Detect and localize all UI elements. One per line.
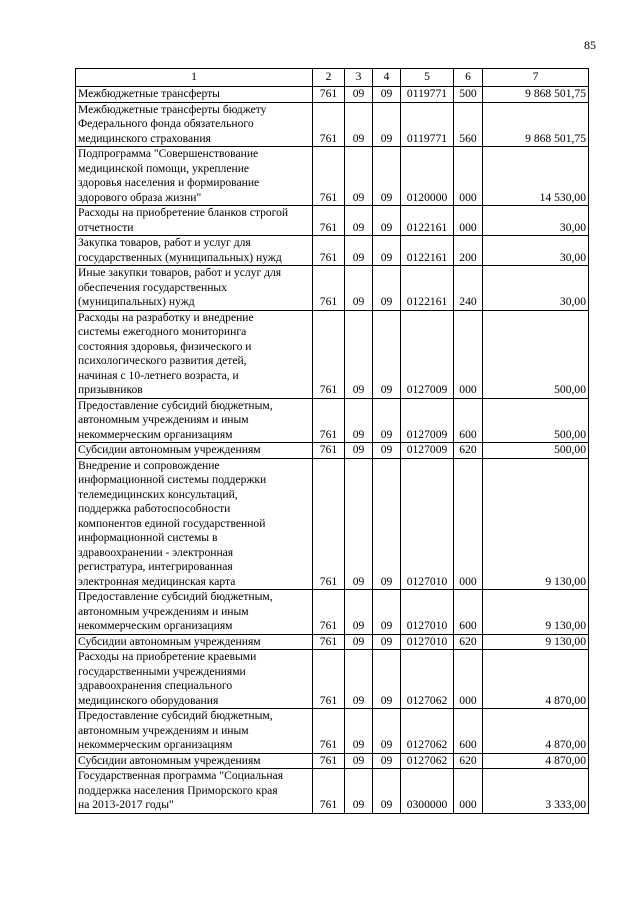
row-name-cell: Межбюджетные трансферты bbox=[76, 87, 313, 103]
row-code-2-cell: 761 bbox=[313, 753, 345, 769]
row-code-3-cell: 09 bbox=[345, 147, 373, 206]
row-amount-cell: 4 870,00 bbox=[483, 709, 589, 754]
row-amount-cell: 9 130,00 bbox=[483, 634, 589, 650]
row-code-4-cell: 09 bbox=[373, 398, 401, 443]
table-row bbox=[76, 709, 589, 754]
row-code-5-cell: 0122161 bbox=[401, 236, 454, 266]
row-code-6-cell: 560 bbox=[454, 102, 483, 147]
row-code-5-cell: 0127009 bbox=[401, 398, 454, 443]
table-row bbox=[76, 753, 589, 769]
row-code-4-cell: 09 bbox=[373, 443, 401, 459]
row-amount-cell: 9 868 501,75 bbox=[483, 87, 589, 103]
row-code-3-cell: 09 bbox=[345, 398, 373, 443]
row-name-cell: Закупка товаров, работ и услуг для государственных (муниципальных) нужд bbox=[76, 236, 313, 266]
table-row bbox=[76, 650, 589, 709]
row-code-5-cell: 0300000 bbox=[401, 769, 454, 814]
row-code-2-cell: 761 bbox=[313, 147, 345, 206]
column-header: 2 bbox=[313, 69, 345, 87]
row-amount-cell: 4 870,00 bbox=[483, 753, 589, 769]
table-row bbox=[76, 590, 589, 635]
budget-table bbox=[75, 68, 589, 814]
row-code-5-cell: 0127062 bbox=[401, 753, 454, 769]
column-header: 3 bbox=[345, 69, 373, 87]
row-code-6-cell: 000 bbox=[454, 650, 483, 709]
row-code-5-cell: 0119771 bbox=[401, 87, 454, 103]
row-name-cell: Субсидии автономным учреждениям bbox=[76, 634, 313, 650]
row-code-6-cell: 600 bbox=[454, 398, 483, 443]
row-code-5-cell: 0127062 bbox=[401, 650, 454, 709]
row-code-6-cell: 000 bbox=[454, 769, 483, 814]
table-row bbox=[76, 236, 589, 266]
row-code-3-cell: 09 bbox=[345, 206, 373, 236]
row-code-6-cell: 000 bbox=[454, 206, 483, 236]
row-name-cell: Расходы на разработку и внедрение системы ежегодного мониторинга состояния здоровья, физического и психологического развития детей, начиная с 10-летнего возраста, и призывников bbox=[76, 310, 313, 398]
row-code-6-cell: 000 bbox=[454, 310, 483, 398]
row-code-5-cell: 0122161 bbox=[401, 206, 454, 236]
row-amount-cell: 30,00 bbox=[483, 266, 589, 311]
row-code-2-cell: 761 bbox=[313, 634, 345, 650]
row-code-6-cell: 500 bbox=[454, 87, 483, 103]
table-row bbox=[76, 634, 589, 650]
column-header: 7 bbox=[483, 69, 589, 87]
row-code-3-cell: 09 bbox=[345, 443, 373, 459]
row-code-5-cell: 0119771 bbox=[401, 102, 454, 147]
row-code-2-cell: 761 bbox=[313, 458, 345, 590]
table-row bbox=[76, 102, 589, 147]
row-code-4-cell: 09 bbox=[373, 236, 401, 266]
row-code-4-cell: 09 bbox=[373, 650, 401, 709]
row-code-3-cell: 09 bbox=[345, 709, 373, 754]
row-code-6-cell: 000 bbox=[454, 458, 483, 590]
row-code-4-cell: 09 bbox=[373, 458, 401, 590]
row-code-2-cell: 761 bbox=[313, 769, 345, 814]
table-row bbox=[76, 87, 589, 103]
row-code-6-cell: 620 bbox=[454, 443, 483, 459]
row-code-5-cell: 0120000 bbox=[401, 147, 454, 206]
row-code-6-cell: 600 bbox=[454, 590, 483, 635]
row-code-3-cell: 09 bbox=[345, 87, 373, 103]
row-code-3-cell: 09 bbox=[345, 769, 373, 814]
row-code-4-cell: 09 bbox=[373, 709, 401, 754]
row-amount-cell: 9 868 501,75 bbox=[483, 102, 589, 147]
row-code-4-cell: 09 bbox=[373, 87, 401, 103]
row-code-2-cell: 761 bbox=[313, 650, 345, 709]
row-code-4-cell: 09 bbox=[373, 634, 401, 650]
row-code-6-cell: 620 bbox=[454, 634, 483, 650]
row-name-cell: Расходы на приобретение краевыми государственными учреждениями здравоохранения специального медицинского оборудования bbox=[76, 650, 313, 709]
row-code-2-cell: 761 bbox=[313, 236, 345, 266]
table-row bbox=[76, 769, 589, 814]
row-code-5-cell: 0127010 bbox=[401, 458, 454, 590]
row-amount-cell: 14 530,00 bbox=[483, 147, 589, 206]
table-row bbox=[76, 266, 589, 311]
row-code-2-cell: 761 bbox=[313, 266, 345, 311]
row-code-6-cell: 240 bbox=[454, 266, 483, 311]
row-code-5-cell: 0122161 bbox=[401, 266, 454, 311]
table-row bbox=[76, 458, 589, 590]
row-code-3-cell: 09 bbox=[345, 102, 373, 147]
row-code-3-cell: 09 bbox=[345, 310, 373, 398]
row-code-4-cell: 09 bbox=[373, 266, 401, 311]
row-amount-cell: 30,00 bbox=[483, 206, 589, 236]
row-code-2-cell: 761 bbox=[313, 102, 345, 147]
row-name-cell: Расходы на приобретение бланков строгой отчетности bbox=[76, 206, 313, 236]
row-amount-cell: 500,00 bbox=[483, 398, 589, 443]
row-amount-cell: 4 870,00 bbox=[483, 650, 589, 709]
row-code-3-cell: 09 bbox=[345, 590, 373, 635]
row-code-5-cell: 0127010 bbox=[401, 634, 454, 650]
row-name-cell: Субсидии автономным учреждениям bbox=[76, 443, 313, 459]
row-code-6-cell: 620 bbox=[454, 753, 483, 769]
row-code-6-cell: 200 bbox=[454, 236, 483, 266]
table-body bbox=[76, 87, 589, 814]
row-code-3-cell: 09 bbox=[345, 458, 373, 590]
row-code-3-cell: 09 bbox=[345, 266, 373, 311]
row-code-6-cell: 000 bbox=[454, 147, 483, 206]
row-amount-cell: 500,00 bbox=[483, 310, 589, 398]
row-amount-cell: 30,00 bbox=[483, 236, 589, 266]
row-name-cell: Предоставление субсидий бюджетным, автономным учреждениям и иным некоммерческим организациям bbox=[76, 590, 313, 635]
row-code-2-cell: 761 bbox=[313, 206, 345, 236]
row-code-2-cell: 761 bbox=[313, 590, 345, 635]
row-code-5-cell: 0127009 bbox=[401, 443, 454, 459]
column-header: 1 bbox=[76, 69, 313, 87]
row-code-3-cell: 09 bbox=[345, 236, 373, 266]
row-code-5-cell: 0127062 bbox=[401, 709, 454, 754]
row-code-2-cell: 761 bbox=[313, 709, 345, 754]
row-name-cell: Иные закупки товаров, работ и услуг для обеспечения государственных (муниципальных) нужд bbox=[76, 266, 313, 311]
row-code-2-cell: 761 bbox=[313, 87, 345, 103]
row-code-4-cell: 09 bbox=[373, 206, 401, 236]
row-amount-cell: 3 333,00 bbox=[483, 769, 589, 814]
table-header-row bbox=[76, 69, 589, 87]
row-name-cell: Межбюджетные трансферты бюджету Федерального фонда обязательного медицинского страхования bbox=[76, 102, 313, 147]
row-code-3-cell: 09 bbox=[345, 634, 373, 650]
row-code-3-cell: 09 bbox=[345, 753, 373, 769]
row-amount-cell: 500,00 bbox=[483, 443, 589, 459]
row-code-5-cell: 0127009 bbox=[401, 310, 454, 398]
table-row bbox=[76, 206, 589, 236]
row-code-4-cell: 09 bbox=[373, 102, 401, 147]
row-name-cell: Подпрограмма "Совершенствование медицинской помощи, укрепление здоровья населения и формирование здорового образа жизни" bbox=[76, 147, 313, 206]
row-name-cell: Субсидии автономным учреждениям bbox=[76, 753, 313, 769]
row-code-4-cell: 09 bbox=[373, 147, 401, 206]
table-row bbox=[76, 398, 589, 443]
row-code-5-cell: 0127010 bbox=[401, 590, 454, 635]
row-code-4-cell: 09 bbox=[373, 590, 401, 635]
row-code-4-cell: 09 bbox=[373, 753, 401, 769]
row-amount-cell: 9 130,00 bbox=[483, 458, 589, 590]
row-code-4-cell: 09 bbox=[373, 310, 401, 398]
row-code-4-cell: 09 bbox=[373, 769, 401, 814]
row-code-2-cell: 761 bbox=[313, 310, 345, 398]
row-name-cell: Государственная программа "Социальная поддержка населения Приморского края на 2013-2017 годы" bbox=[76, 769, 313, 814]
row-code-2-cell: 761 bbox=[313, 398, 345, 443]
row-code-3-cell: 09 bbox=[345, 650, 373, 709]
column-header: 4 bbox=[373, 69, 401, 87]
row-code-6-cell: 600 bbox=[454, 709, 483, 754]
row-code-2-cell: 761 bbox=[313, 443, 345, 459]
table-row bbox=[76, 310, 589, 398]
row-name-cell: Предоставление субсидий бюджетным, автономным учреждениям и иным некоммерческим организациям bbox=[76, 398, 313, 443]
table-row bbox=[76, 147, 589, 206]
row-name-cell: Предоставление субсидий бюджетным, автономным учреждениям и иным некоммерческим организациям bbox=[76, 709, 313, 754]
row-name-cell: Внедрение и сопровождение информационной системы поддержки телемедицинских консультаций, поддержка работоспособности компонентов единой государственной информационной системы в здравоохранении - электронная регистратура, интегрированная электронная медицинская карта bbox=[76, 458, 313, 590]
page-number: 85 bbox=[584, 38, 596, 52]
column-header: 6 bbox=[454, 69, 483, 87]
row-amount-cell: 9 130,00 bbox=[483, 590, 589, 635]
table-row bbox=[76, 443, 589, 459]
column-header: 5 bbox=[401, 69, 454, 87]
